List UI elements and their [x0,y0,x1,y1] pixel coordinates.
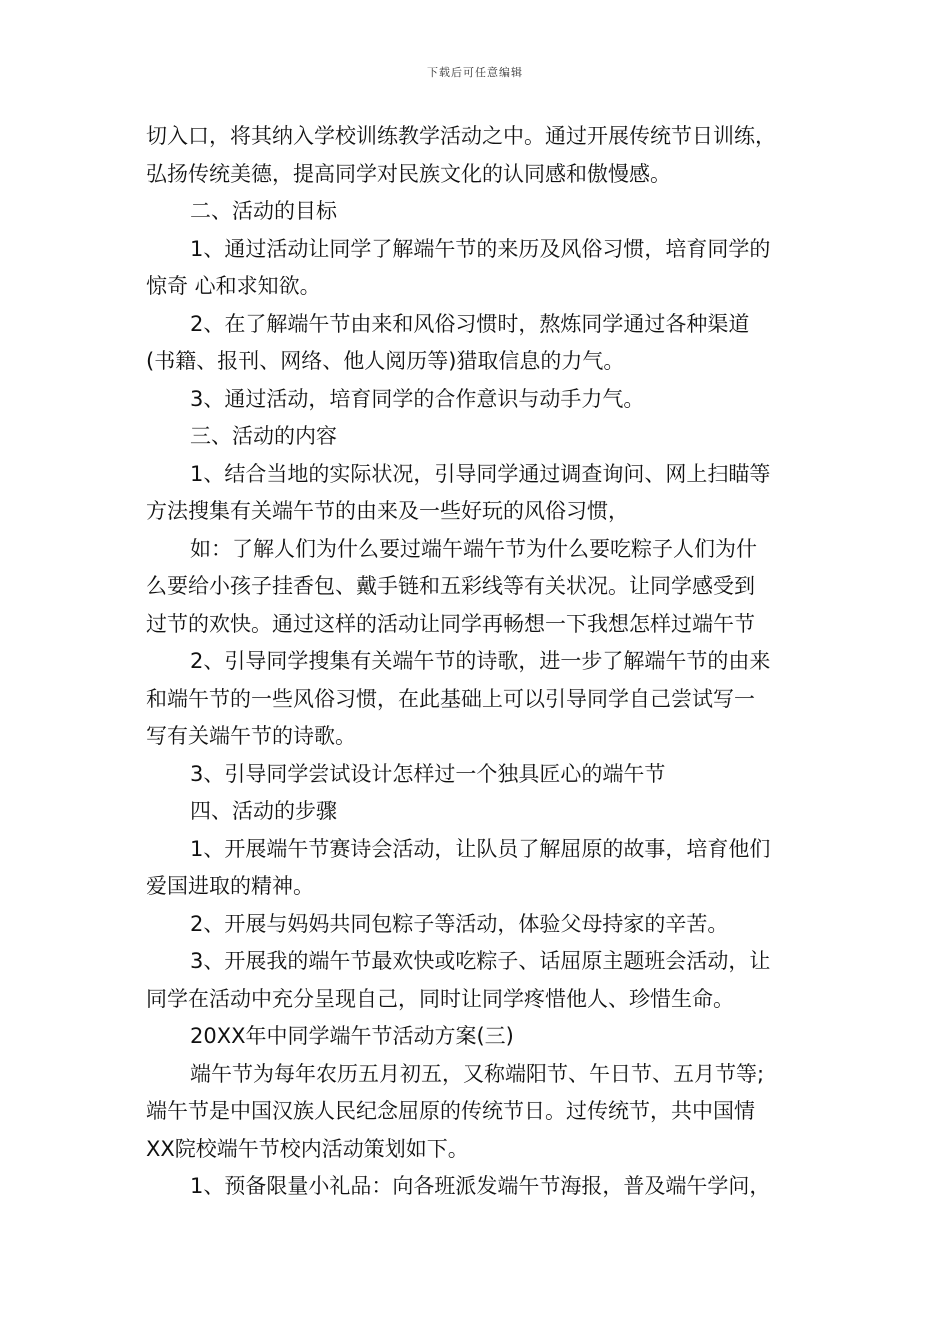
text-line: 同学在活动中充分呈现自己，同时让同学疼惜他人、珍惜生命。 [146,986,734,1011]
text-line: 1、通过活动让同学了解端午节的来历及风俗习惯，培育同学的 [190,236,771,261]
text-line: 三、活动的内容 [190,424,337,448]
text-line: 过节的欢快。通过这样的活动让同学再畅想一下我想怎样过端午节 [146,611,755,636]
text-line: 惊奇 心和求知欲。 [146,274,321,298]
text-line: 二、活动的目标 [190,199,337,223]
text-line: 2、引导同学搜集有关端午节的诗歌，进一步了解端午节的由来 [190,649,771,673]
text-line: 3、引导同学尝试设计怎样过一个独具匠心的端午节 [190,761,666,786]
text-line: 1、预备限量小礼品：向各班派发端午节海报，普及端午学问， [190,1174,771,1198]
text-line: 2、开展与妈妈共同包粽子等活动，体验父母持家的辛苦。 [190,911,729,936]
text-line: 方法搜集有关端午节的由来及一些好玩的风俗习惯， [146,499,629,523]
text-line: 写有关端午节的诗歌。 [146,724,356,748]
document-body [146,118,826,1206]
text-line: 1、结合当地的实际状况，引导同学通过调查询问、网上扫瞄等 [190,461,771,486]
text-line: 1、开展端午节赛诗会活动，让队员了解屈原的故事，培育他们 [190,836,771,861]
text-line: 么要给小孩子挂香包、戴手链和五彩线等有关状况。让同学感受到 [146,574,755,598]
text-line: 和端午节的一些风俗习惯，在此基础上可以引导同学自己尝试写一 [146,686,755,711]
text-line: 端午节是中国汉族人民纪念屈原的传统节日。过传统节，共中国情 [146,1099,755,1123]
text-line: 3、通过活动，培育同学的合作意识与动手力气。 [190,386,645,411]
text-line: 切入口，将其纳入学校训练教学活动之中。通过开展传统节日训练， [146,124,776,148]
text-line: 爱国进取的精神。 [146,874,314,898]
text-line: XX院校端午节校内活动策划如下。 [146,1136,469,1161]
text-line: 3、开展我的端午节最欢快或吃粽子、话屈原主题班会活动，让 [190,949,771,973]
text-line: 端午节为每年农历五月初五，又称端阳节、午日节、五月节等; [190,1061,765,1086]
text-line: 20XX年中同学端午节活动方案(三) [190,1024,514,1048]
text-line: 如：了解人们为什么要过端午端午节为什么要吃粽子人们为什 [190,536,757,561]
text-line: 2、在了解端午节由来和风俗习惯时，熬炼同学通过各种渠道 [190,311,750,336]
text-line: 四、活动的步骤 [190,799,337,823]
text-line: (书籍、报刊、网络、他人阅历等)猎取信息的力气。 [146,349,625,373]
page-header: 下载后可任意编辑 [427,66,523,79]
text-line: 弘扬传统美德，提高同学对民族文化的认同感和傲慢感。 [146,161,671,186]
